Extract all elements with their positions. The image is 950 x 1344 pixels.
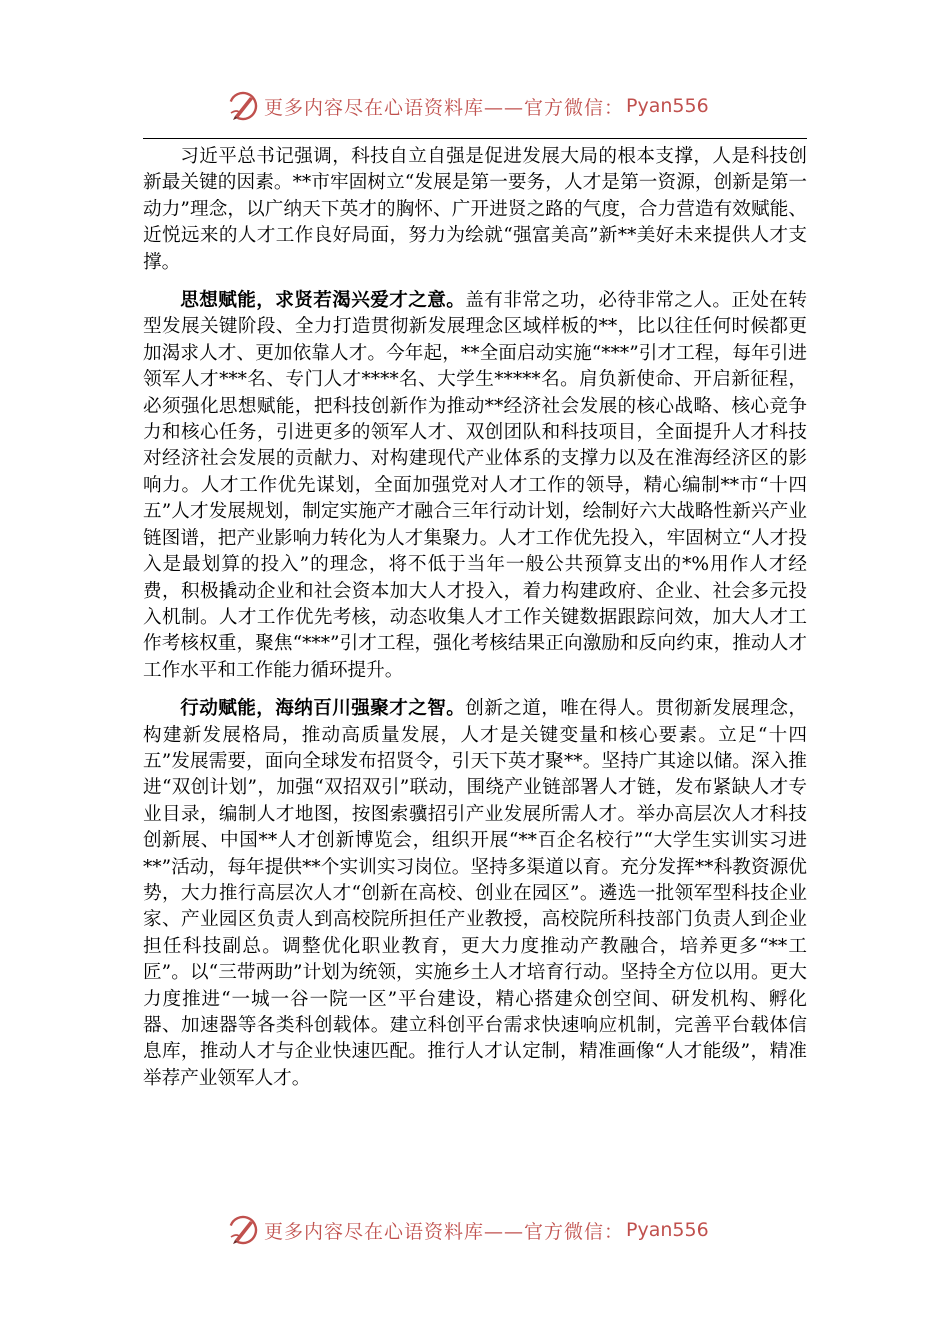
header-divider xyxy=(143,138,807,139)
footer-wechat-id: Pyan556 xyxy=(626,1219,709,1241)
footer-banner xyxy=(226,1208,709,1252)
paragraph-heading: 思想赋能，求贤若渴兴爱才之意。 xyxy=(180,290,466,312)
paragraph-thought-empowerment xyxy=(143,288,807,684)
header-banner xyxy=(226,84,709,128)
paragraph-heading: 行动赋能，海纳百川强聚才之智。 xyxy=(180,698,466,720)
paragraph-action-empowerment xyxy=(143,696,807,1092)
paragraph-text: 盖有非常之功，必待非常之人。正处在转型发展关键阶段、全力打造贯彻新发展理念区域样板的**，比以往任何时候都更加渴求人才、更加依靠人才。今年起，**全面启动实施“***”引才工程，每年引进领军人才***名、专门人才****名、大学生*****名。肩负新使命、开启新征程，必须强化思想赋能，把科技创新作为推动**经济社会发展的核心战略、核心竞争力和核心任务，引进更多的领军人才、双创团队和科技项目，全面提升人才科技对经济社会发展的贡献力、对构建现代产业体系的支撑力以及在淮海经济区的影响力。人才工作优先谋划，全面加强党对人才工作的领导，精心编制**市“十四五”人才发展规划，制定实施产才融合三年行动计划，绘制好六大战略性新兴产业链图谱，把产业影响力转化为人才集聚力。人才工作优先投入，牢固树立“人才投入是最划算的投入”的理念，将不低于当年一般公共预算支出的*%用作人才经费，积极撬动企业和社会资本加大人才投入，着力构建政府、企业、社会多元投入机制。人才工作优先考核，动态收集人才工作关键数据跟踪问效，加大人才工作考核权重，聚焦“***”引才工程，强化考核结果正向激励和反向约束，推动人才工作水平和工作能力循环提升。 xyxy=(143,290,807,681)
footer-slogan: 更多内容尽在心语资料库——官方微信： xyxy=(264,1220,625,1243)
document-body xyxy=(143,144,807,1104)
pen-logo-icon xyxy=(226,1213,260,1247)
pen-logo-icon xyxy=(226,89,260,123)
paragraph-intro-text: 习近平总书记强调，科技自立自强是促进发展大局的根本支撑，人是科技创新最关键的因素。**市牢固树立“发展是第一要务，人才是第一资源，创新是第一动力”理念，以广纳天下英才的胸怀、广开进贤之路的气度，合力营造有效赋能、近悦远来的人才工作良好局面，努力为绘就“强富美高”新**美好未来提供人才支撑。 xyxy=(143,146,807,273)
paragraph-intro xyxy=(143,144,807,276)
header-slogan: 更多内容尽在心语资料库——官方微信： xyxy=(264,96,625,119)
header-wechat-id: Pyan556 xyxy=(626,95,709,117)
paragraph-text: 创新之道，唯在得人。贯彻新发展理念，构建新发展格局，推动高质量发展，人才是关键变量和核心要素。立足“十四五”发展需要，面向全球发布招贤令，引天下英才聚**。坚持广其途以储。深入推进“双创计划”，加强“双招双引”联动，围绕产业链部署人才链，发布紧缺人才专业目录，编制人才地图，按图索骥招引产业发展所需人才。举办高层次人才科技创新展、中国**人才创新博览会，组织开展“**百企名校行”“大学生实训实习进**”活动，每年提供**个实训实习岗位。坚持多渠道以育。充分发挥**科教资源优势，大力推行高层次人才“创新在高校、创业在园区”。遴选一批领军型科技企业家、产业园区负责人到高校院所担任产业教授，高校院所科技部门负责人到企业担任科技副总。调整优化职业教育，更大力度推动产教融合，培养更多“**工匠”。以“三带两助”计划为统领，实施乡土人才培育行动。坚持全方位以用。更大力度推进“一城一谷一院一区”平台建设，精心搭建众创空间、研发机构、孵化器、加速器等各类科创载体。建立科创平台需求快速响应机制，完善平台载体信息库，推动人才与企业快速匹配。推行人才认定制，精准画像“人才能级”，精准举荐产业领军人才。 xyxy=(143,698,807,1089)
